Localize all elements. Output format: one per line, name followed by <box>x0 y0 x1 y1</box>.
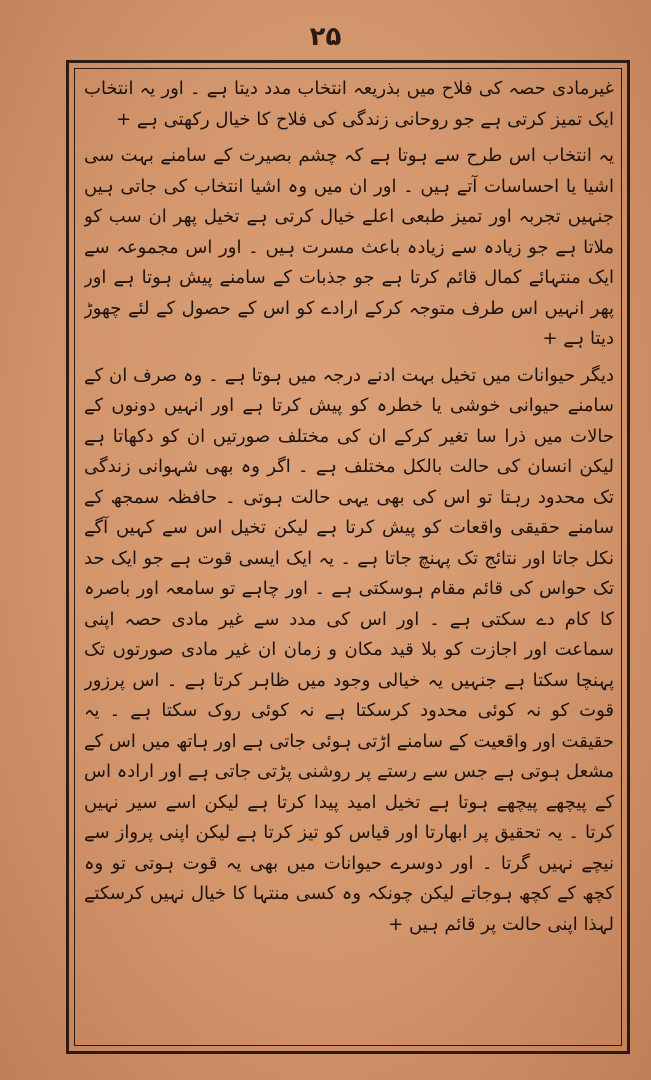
paragraph-3: دیگر حیوانات میں تخیل بہت ادنے درجہ میں ہوتا ہے ۔ وہ صرف ان کے سامنے حیوانی خوشی یا خطرہ کو پیش کرتا ہے اور انہیں دونوں کے حالات میں ذرا سا تغیر کرکے ان کی مختلف صورتیں ان کو دکھاتا ہے لیکن انسان کی حالت بالکل مختلف ہے ۔ اگر وہ بھی شہوانی زندگی تک محدود رہتا تو اس کی بھی یہی حالت ہوتی ۔ حافظہ سمجھ کے سامنے حقیقی واقعات کو پیش کرتا ہے لیکن تخیل اس سے کہیں آگے نکل جاتا اور نتائج تک پہنچ جاتا ہے ۔ یہ ایک ایسی قوت ہے جو ایک حد تک حواس کی قائم مقام ہوسکتی ہے ۔ اور چاہے تو سامعہ اور باصرہ کا کام دے سکتی ہے ۔ اور اس کی مدد سے غیر مادی حصہ اپنی سماعت اور اجازت کو بلا قید مکان و زمان ان غیر مادی صورتوں تک پہنچا سکتا ہے جنہیں یہ خیالی وجود میں ظاہر کرتا ہے ۔ اس پرزور قوت کو نہ کوئی محدود کرسکتا ہے نہ کوئی روک سکتا ہے ۔ یہ حقیقت اور واقعیت کے سامنے اڑتی ہوئی جاتی ہے اور ہاتھ میں اس کے مشعل ہوتی ہے جس سے رستے پر روشنی پڑتی جاتی ہے اور ارادہ اس کے پیچھے پیچھے ہوتا ہے تخیل امید پیدا کرتا ہے لیکن اسے سیر نہیں کرتا ۔ یہ تحقیق پر ابھارتا اور قیاس کو تیز کرتا ہے لیکن اپنی پرواز سے نیچے نہیں گرتا ۔ اور دوسرے حیوانات میں بھی یہ قوت ہوتی تو وہ کچھ کے کچھ ہوجاتے لیکن چونکہ وہ کسی منتہا کا خیال نہیں کرسکتے لہذا اپنی حالت پر قائم ہیں + <box>84 364 614 935</box>
paragraph-2: یہ انتخاب اس طرح سے ہوتا ہے کہ چشم بصیرت کے سامنے بہت سی اشیا یا احساسات آتے ہیں ۔ اور ان میں وہ اشیا انتخاب کی جاتی ہیں جنہیں تجربہ اور تمیز طبعی اعلے خیال کرتی ہے تخیل پھر ان سب کو ملاتا ہے جو زیادہ سے زیادہ باعث مسرت ہیں ۔ اور اس مجموعہ سے ایک منتہائے کمال قائم کرتا ہے جو جذبات کے سامنے پیش ہوتا ہے اور پھر انہیں اس طرف متوجہ کرکے ارادے کو اس کے حصول کے لئے چھوڑ دیتا ہے + <box>84 145 614 349</box>
urdu-text-body <box>84 74 614 1036</box>
paragraph-1: غیرمادی حصہ کی فلاح میں بذریعہ انتخاب مدد دیتا ہے ۔ اور یہ انتخاب ایک تمیز کرتی ہے جو روحانی زندگی کی فلاح کا خیال رکھتی ہے + <box>84 78 614 130</box>
page-number: ۲۵ <box>309 22 342 52</box>
